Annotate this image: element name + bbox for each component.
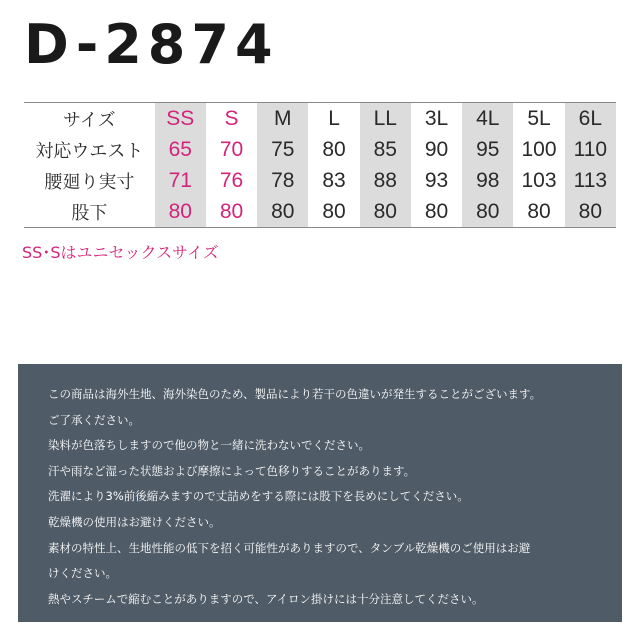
table-cell: 80 <box>360 196 411 228</box>
table-cell: 85 <box>360 134 411 165</box>
size-table <box>24 102 616 228</box>
table-cell: 80 <box>155 196 206 228</box>
size-cell: 5L <box>527 106 551 130</box>
notice-line: 洗濯により3%前後縮みますので丈詰めをする際には股下を長めにしてください。 <box>48 489 469 504</box>
table-cell: 83 <box>322 168 346 192</box>
row-label-inseam: 股下 <box>71 202 108 224</box>
row-label-waist: 対応ウエスト <box>35 140 144 162</box>
inseam-row <box>24 196 616 228</box>
table-cell: 113 <box>565 165 616 196</box>
size-cell: 3L <box>424 106 449 130</box>
row-label-size: サイズ <box>63 109 116 131</box>
waist-row <box>24 134 616 165</box>
notice-line: 熱やスチームで縮むことがありますので、アイロン掛けには十分注意してください。 <box>48 591 484 606</box>
size-header-row <box>24 103 616 135</box>
notice-line: 汗や雨など湿った状態および摩擦によって色移りすることがあります。 <box>48 463 416 478</box>
notice-line: この商品は海外生地、海外染色のため、製品により若干の色違いが発生することがございます。 <box>48 387 542 401</box>
table-cell: 70 <box>219 137 244 161</box>
size-cell: M <box>257 103 308 135</box>
size-cell: L <box>328 106 340 130</box>
hip-row <box>24 165 616 196</box>
table-cell: 80 <box>322 199 346 223</box>
table-cell: 80 <box>424 199 449 223</box>
size-cell: LL <box>360 103 411 135</box>
care-notice-list <box>18 364 622 612</box>
table-cell: 80 <box>322 137 346 161</box>
notice-line: 乾燥機の使用はお避けください。 <box>48 514 221 529</box>
size-cell: 6L <box>565 103 616 135</box>
table-cell: 76 <box>219 168 244 192</box>
table-cell: 80 <box>527 199 551 223</box>
table-cell: 71 <box>155 165 206 196</box>
notice-line: 染料が色落ちしますので他の物と一緒に洗わないでください。 <box>48 438 370 453</box>
unisex-note: SS･Sはユニセックスサイズ <box>22 243 219 262</box>
table-cell: 75 <box>257 134 308 165</box>
size-cell: S <box>224 106 239 130</box>
table-cell: 65 <box>155 134 206 165</box>
size-cell: 4L <box>462 103 513 135</box>
notice-line: けください。 <box>48 566 117 581</box>
table-cell: 80 <box>257 196 308 228</box>
notice-line: ご了承ください。 <box>48 412 140 427</box>
product-code: D-2874 <box>24 13 279 76</box>
table-cell: 100 <box>521 137 557 161</box>
table-cell: 110 <box>565 134 616 165</box>
table-cell: 90 <box>424 137 449 161</box>
table-cell: 80 <box>462 196 513 228</box>
table-cell: 95 <box>462 134 513 165</box>
table-cell: 78 <box>257 165 308 196</box>
notice-line: 素材の特性上、生地性能の低下を招く可能性がありますので、タンブル乾燥機のご使用はお避 <box>48 540 531 555</box>
table-cell: 88 <box>360 165 411 196</box>
table-cell: 103 <box>521 168 557 192</box>
table-cell: 80 <box>219 199 244 223</box>
table-cell: 80 <box>565 196 616 228</box>
table-cell: 98 <box>462 165 513 196</box>
size-cell: SS <box>155 103 206 135</box>
table-cell: 93 <box>424 168 449 192</box>
row-label-hip: 腰廻り実寸 <box>44 171 135 193</box>
care-notice-panel <box>18 364 622 622</box>
